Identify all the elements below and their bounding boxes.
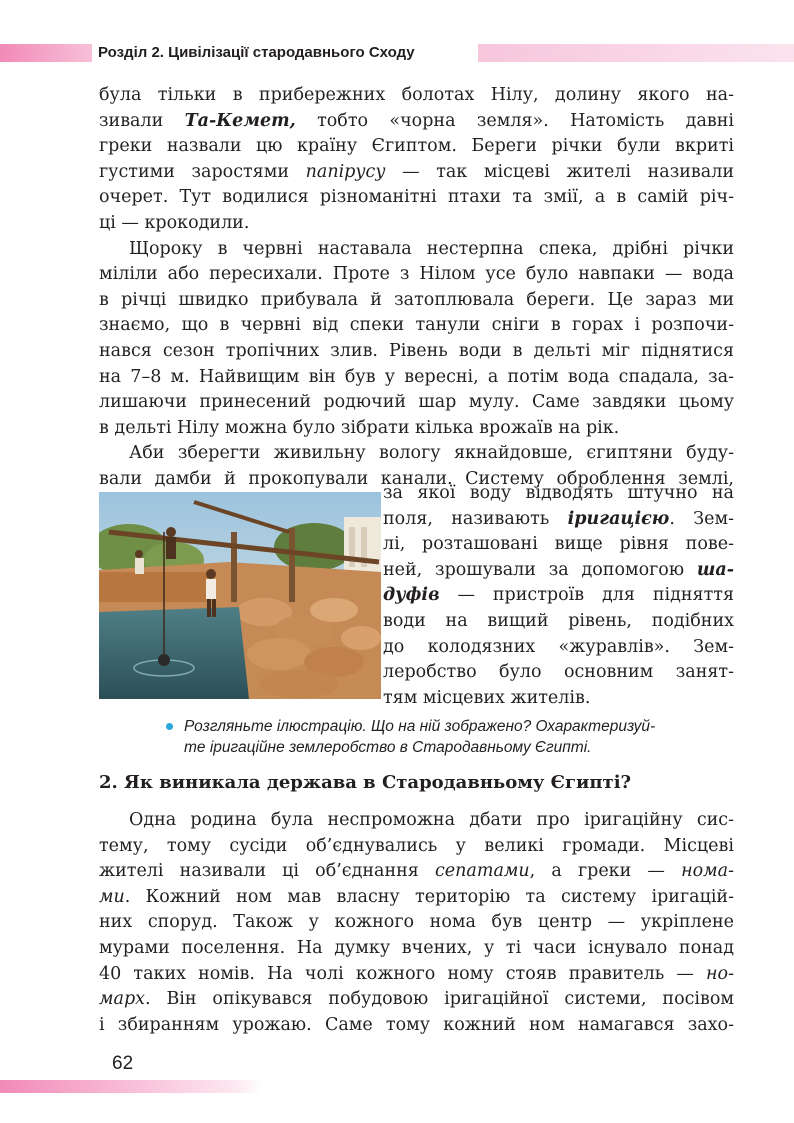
- text-line: була тільки в прибережних болотах Нілу, долину якого на-: [99, 85, 734, 105]
- text-line: в річці швидко прибувала й затоплювала береги. Це зараз ми: [99, 289, 734, 310]
- text-line: Щороку в червні наставала нестерпна спека, дрібні річки: [129, 238, 734, 259]
- term-papyrus: папірусу: [305, 161, 386, 182]
- bullet-icon: [166, 723, 173, 730]
- text-line: марх. Він опікувався побудовою іригаційної системи, посівом: [99, 989, 734, 1010]
- section-heading: 2. Як виникала держава в Стародавньому Єгипті?: [99, 772, 632, 793]
- term-nomarch-part2: марх: [99, 989, 146, 1010]
- caption-line: те іригаційне землеробство в Стародавньому Єгипті.: [184, 739, 592, 756]
- term-irrigation: іригацією: [567, 508, 670, 529]
- text-line: нався сезон тропічних злив. Рівень води в дельті міг піднятися: [99, 340, 734, 361]
- text-line: в дельті Нілу можна було зібрати кілька врожаїв на рік.: [99, 417, 620, 438]
- chapter-header: Розділ 2. Цивілізації стародавнього Сходу: [98, 44, 415, 61]
- shaduf-illustration: [99, 492, 381, 699]
- caption-line: Розгляньте ілюстрацію. Що на ній зображено? Охарактеризуй-: [184, 718, 656, 735]
- text-line: греки назвали цю країну Єгиптом. Береги річки були вкриті: [99, 136, 734, 157]
- footer-decor: [0, 1080, 262, 1093]
- shaduf-drawing: [99, 492, 381, 699]
- text-line: Одна родина була неспроможна дбати про іригаційну сис-: [129, 810, 734, 830]
- wrapped-text: [383, 481, 734, 711]
- text-line: води на вищий рівень, подібних: [383, 610, 734, 631]
- text-line: них споруд. Також у кожного нома був центр — укріплене: [99, 912, 734, 933]
- text-line: ми. Кожний ном мав власну територію та систему іригацій-: [99, 886, 734, 907]
- header-decor-right: [478, 44, 794, 62]
- text-line: мурами поселення. На думку вчених, у ті часи існувало понад: [99, 937, 734, 958]
- text-line: міліли або пересихали. Проте з Нілом усе було навпаки — вода: [99, 264, 734, 285]
- text-line: густими заростями папірусу — так місцеві жителі називали: [99, 161, 734, 182]
- text-line: леробство було основним занят-: [383, 662, 734, 683]
- text-line: за якої воду відводять штучно на: [383, 483, 734, 503]
- text-line: очерет. Тут водилися різноманітні птахи та змії, а в самій річ-: [99, 187, 734, 208]
- text-line: дуфів — пристроїв для підняття: [383, 585, 734, 606]
- illustration-caption: [184, 716, 736, 758]
- term-ta-kemet: Та-Кемет,: [184, 110, 296, 131]
- text-line: знаємо, що в червні від спеки танули сніги в горах і розпочи-: [99, 315, 734, 336]
- text-line: лишаючи принесений родючий шар мулу. Саме завдяки цьому: [99, 392, 734, 413]
- term-shaduf-part2: дуфів: [383, 585, 440, 606]
- term-nomarch-part1: но-: [706, 963, 734, 984]
- body-text-top: [99, 83, 734, 493]
- text-line: ці — крокодили.: [99, 212, 250, 233]
- text-line: до колодязних «журавлів». Зем-: [383, 636, 734, 657]
- term-sepats: сепатами: [435, 861, 530, 882]
- text-line: поля, називають іригацією. Зем-: [383, 508, 734, 529]
- text-line: Аби зберегти живильну вологу якнайдовше, єгиптяни буду-: [129, 443, 734, 464]
- text-line: зивали Та-Кемет, тобто «чорна земля». Натомість давні: [99, 110, 734, 131]
- page-number: 62: [112, 1053, 134, 1074]
- text-line: на 7–8 м. Найвищим він був у вересні, а потім вода спадала, за-: [99, 366, 734, 387]
- text-line: 40 таких номів. На чолі кожного ному стояв правитель — но-: [99, 963, 734, 984]
- section2-body: [99, 808, 734, 1038]
- term-noms-part1: нома-: [681, 861, 734, 882]
- text-line: лі, розташовані вище рівня пове-: [383, 534, 734, 555]
- text-line: тему, тому сусіди об’єднувались у великі громади. Місцеві: [99, 835, 734, 856]
- header-decor-left: [0, 44, 92, 62]
- text-line: вали дамби й прокопували канали. Систему оброблення землі,: [99, 468, 734, 489]
- text-line: тям місцевих жителів.: [383, 687, 591, 708]
- text-line: і збиранням урожаю. Саме тому кожний ном намагався захо-: [99, 1014, 734, 1035]
- text-line: жителі називали ці об’єднання сепатами, а греки — нома-: [99, 861, 734, 882]
- term-noms-part2: ми: [99, 886, 125, 907]
- term-shaduf-part1: ша-: [696, 559, 734, 580]
- text-line: ней, зрошували за допомогою ша-: [383, 559, 734, 580]
